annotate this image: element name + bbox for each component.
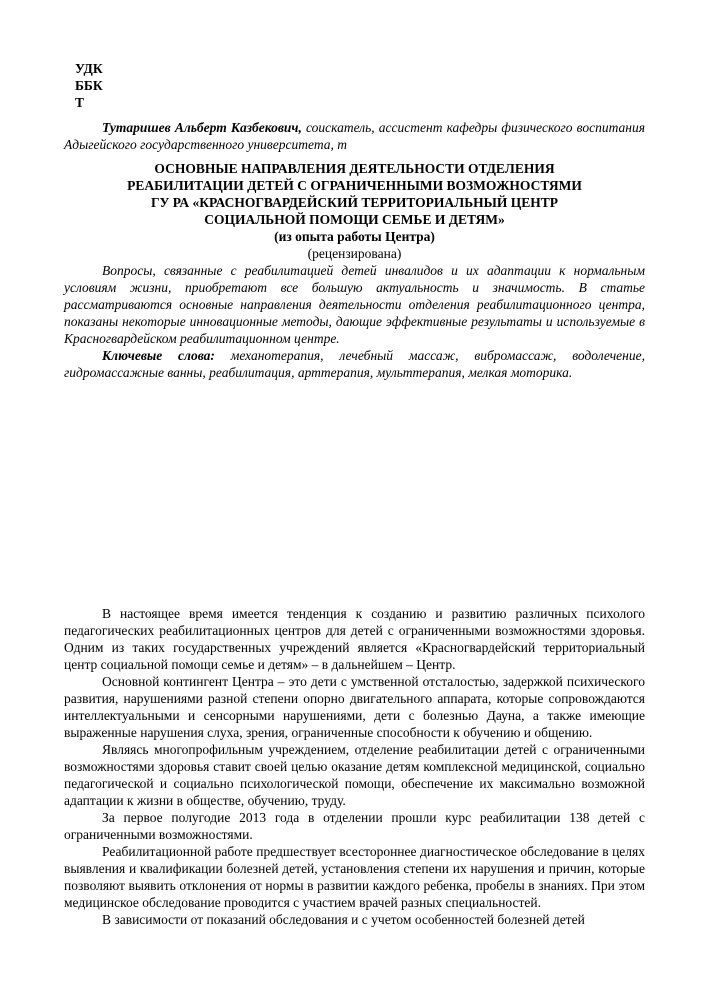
author-byline bbox=[64, 119, 645, 153]
body-paragraph-2: Основной контингент Центра – это дети с умственной отсталостью, задержкой психического развития, нарушениями разной степени опорно двигательного аппарата, которые сопровождаются интеллектуальными и сенсорными нарушениями, дети с болезнью Дауна, а также имеющие выраженные нарушения слуха, зрения, ограниченные способности к обучению и общению. bbox=[64, 674, 645, 740]
title-line-2: РЕАБИЛИТАЦИИ ДЕТЕЙ С ОГРАНИЧЕННЫМИ ВОЗМОЖНОСТЯМИ bbox=[127, 178, 582, 193]
body-paragraph-5: Реабилитационной работе предшествует всестороннее диагностическое обследование в целях выявления и квалификации болезней детей, установления степени их нарушения и причин, которые позволяют выявить отклонения от нормы в развитии каждого ребенка, пробелы в знаниях. При этом медицинское обследование проводится с участием врачей разных специальностей. bbox=[64, 844, 645, 910]
keywords-text: механотерапия, лечебный массаж, вибромассаж, водолечение, гидромассажные ванны, реабилитация, арттерапия, мульттерапия, мелкая моторика. bbox=[64, 348, 645, 380]
blank-gap bbox=[64, 381, 645, 605]
review-note: (рецензирована) bbox=[307, 246, 402, 261]
title-line-4: СОЦИАЛЬНОЙ ПОМОЩИ СЕМЬЕ И ДЕТЯМ» bbox=[204, 212, 505, 227]
body-paragraph-1: В настоящее время имеется тенденция к созданию и развитию различных психолого педагогических реабилитационных центров для детей с ограниченными возможностями здоровья. Одним из таких государственных учреждений является «Красногвардейский территориальный центр социальной помощи семье и детям» – в дальнейшем – Центр. bbox=[64, 606, 645, 672]
article-title bbox=[64, 160, 645, 262]
keywords-label: Ключевые слова: bbox=[102, 348, 215, 363]
abstract-paragraph: Вопросы, связанные с реабилитацией детей инвалидов и их адаптации к нормальным условиям жизни, приобретают все большую актуальность и значимость. В статье рассматриваются основные направления деятельности отделения реабилитационного центра, показаны некоторые инновационные методы, дающие эффективные результаты и используемые в Красногвардейском реабилитационном центре. bbox=[64, 263, 645, 346]
keywords-paragraph bbox=[64, 347, 645, 381]
body-paragraph-4: За первое полугодие 2013 года в отделении прошли курс реабилитации 138 детей с ограниченными возможностями. bbox=[64, 810, 645, 842]
body-paragraph-3: Являясь многопрофильным учреждением, отделение реабилитации детей с ограниченными возможностями здоровья ставит своей целью оказание детям комплексной медицинской, социально педагогической и социально психологической помощи, обеспечение их максимально возможной адаптации к жизни в обществе, обучению, труду. bbox=[64, 742, 645, 808]
udk-bbk-block bbox=[75, 60, 645, 111]
title-line-1: ОСНОВНЫЕ НАПРАВЛЕНИЯ ДЕЯТЕЛЬНОСТИ ОТДЕЛЕНИЯ bbox=[154, 161, 555, 176]
t-line: Т bbox=[75, 95, 85, 110]
bbk-line: ББК bbox=[75, 78, 103, 93]
body-paragraph-6: В зависимости от показаний обследования и с учетом особенностей болезней детей bbox=[102, 912, 585, 927]
title-line-5: (из опыта работы Центра) bbox=[274, 229, 435, 244]
udk-line: УДК bbox=[75, 61, 103, 76]
title-line-3: ГУ РА «КРАСНОГВАРДЕЙСКИЙ ТЕРРИТОРИАЛЬНЫЙ ЦЕНТР bbox=[150, 195, 559, 210]
author-affiliation: соискатель, ассистент кафедры физического воспитания Адыгейского государственного университета, т bbox=[64, 120, 645, 152]
author-name: Тутаришев Альберт Казбекович, bbox=[102, 120, 302, 135]
